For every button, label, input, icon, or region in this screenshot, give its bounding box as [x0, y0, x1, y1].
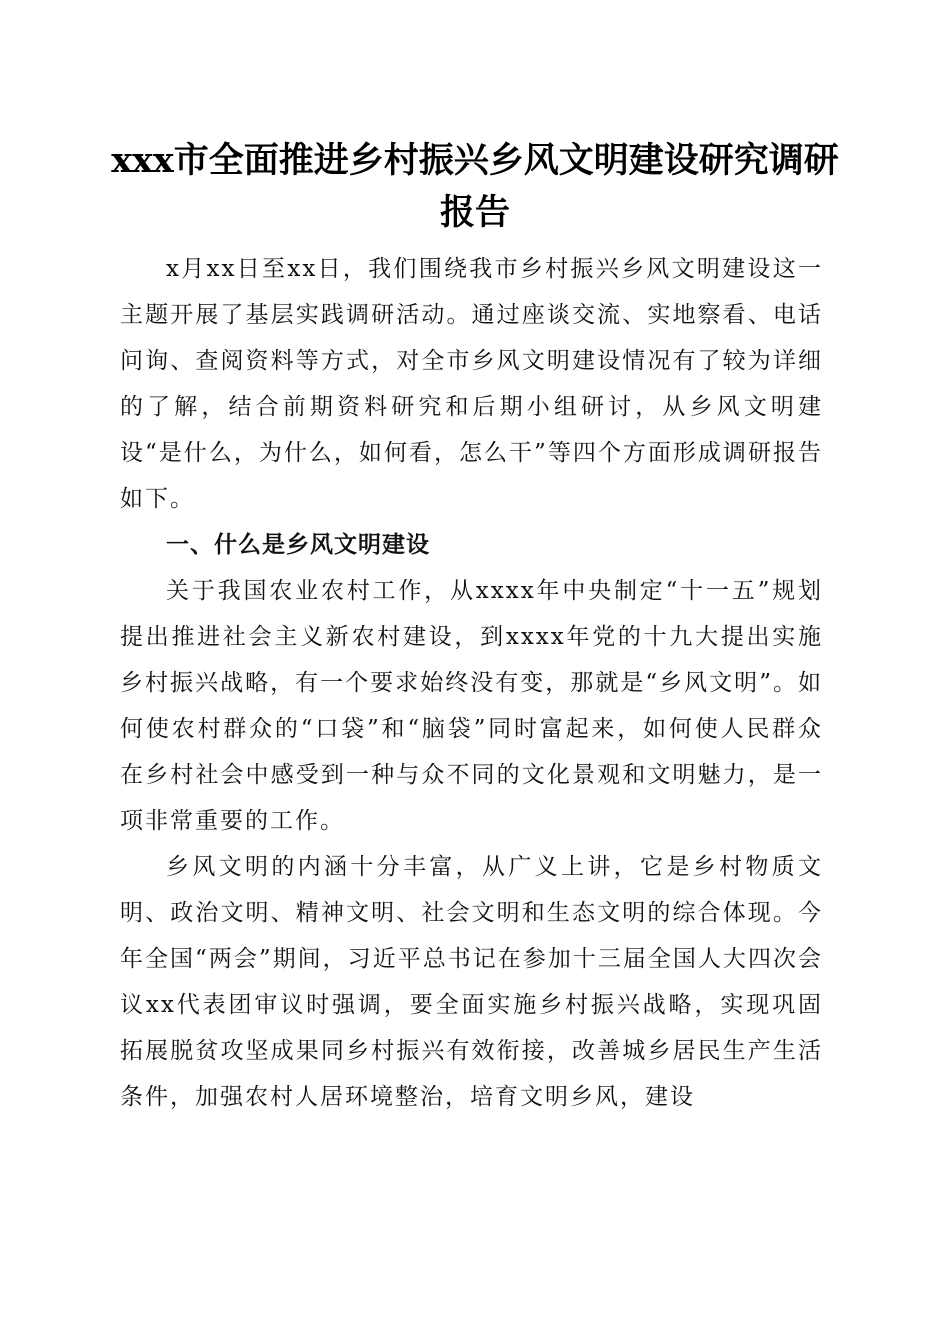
intro-paragraph: x月xx日至xx日，我们围绕我市乡村振兴乡风文明建设这一主题开展了基层实践调研活动。通过座谈交流、实地察看、电话问询、查阅资料等方式，对全市乡风文明建设情况有了较为详细的了解，结合前期资料研究和后期小组研讨，从乡风文明建设“是什么，为什么，如何看，怎么干”等四个方面形成调研报告如下。 — [120, 256, 823, 512]
document-body — [120, 246, 823, 1120]
body-paragraph: 乡风文明的内涵十分丰富，从广义上讲，它是乡村物质文明、政治文明、精神文明、社会文明和生态文明的综合体现。今年全国“两会”期间，习近平总书记在参加十三届全国人大四次会议xx代表团审议时强调，要全面实施乡村振兴战略，实现巩固拓展脱贫攻坚成果同乡村振兴有效衔接，改善城乡居民生产生活条件，加强农村人居环境整治，培育文明乡风，建设 — [120, 854, 823, 1110]
body-paragraph: 关于我国农业农村工作，从xxxx年中央制定“十一五”规划提出推进社会主义新农村建设，到xxxx年党的十九大提出实施乡村振兴战略，有一个要求始终没有变，那就是“乡风文明”。如何使农村群众的“口袋”和“脑袋”同时富起来，如何使人民群众在乡村社会中感受到一种与众不同的文化景观和文明魅力，是一项非常重要的工作。 — [120, 578, 823, 834]
section-heading: 一、什么是乡风文明建设 — [166, 532, 430, 558]
document-title: xxx市全面推进乡村振兴乡风文明建设研究调研报告 — [111, 140, 839, 233]
